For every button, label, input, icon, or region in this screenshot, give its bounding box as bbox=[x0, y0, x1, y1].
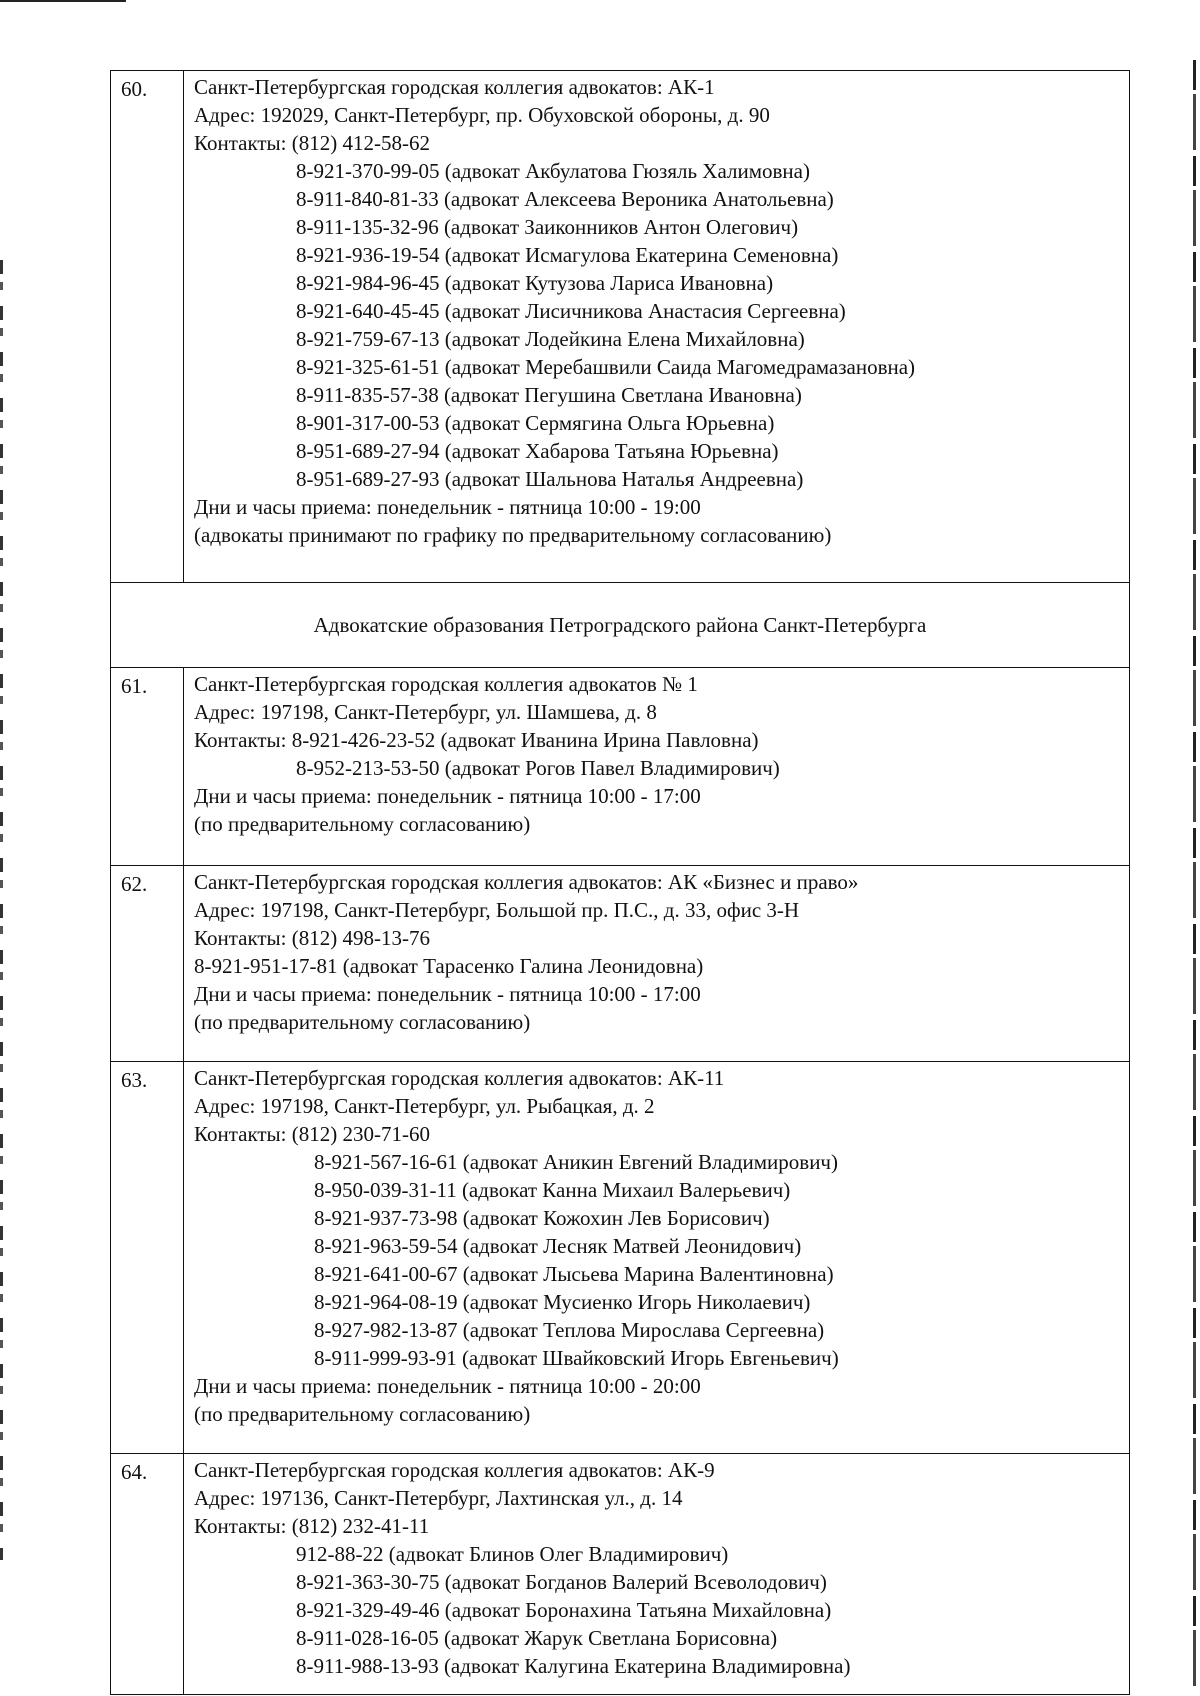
lawyer-phone-line: 8-952-213-53-50 (адвокат Рогов Павел Владимирович) bbox=[296, 756, 780, 780]
entry-number: 64. bbox=[111, 1454, 184, 1695]
lawyer-phone-line: 8-921-329-49-46 (адвокат Боронахина Татьяна Михайловна) bbox=[296, 1598, 832, 1622]
entry-contacts: Контакты: (812) 230-71-60 bbox=[194, 1122, 430, 1146]
lawyer-phone-line: 8-951-689-27-93 (адвокат Шальнова Наталья Андреевна) bbox=[296, 467, 804, 491]
lawyer-phone-line: 8-927-982-13-87 (адвокат Теплова Мирослава Сергеевна) bbox=[314, 1318, 825, 1342]
entry-number: 62. bbox=[111, 866, 184, 1062]
lawyer-phone-line: 8-921-363-30-75 (адвокат Богданов Валерий Всеволодович) bbox=[296, 1570, 827, 1594]
entry-hours: Дни и часы приема: понедельник - пятница 10:00 - 17:00 bbox=[194, 982, 701, 1006]
scan-edge-right bbox=[1193, 60, 1196, 1690]
entry-content bbox=[184, 1454, 1130, 1695]
entry-address: Адрес: 197198, Санкт-Петербург, ул. Рыбацкая, д. 2 bbox=[194, 1094, 655, 1118]
lawyer-phone-line: 8-921-325-61-51 (адвокат Меребашвили Саида Магомедрамазановна) bbox=[296, 355, 916, 379]
section-heading: Адвокатские образования Петроградского района Санкт-Петербурга bbox=[111, 583, 1130, 668]
entry-content bbox=[184, 1062, 1130, 1454]
entry-hours: Дни и часы приема: понедельник - пятница 10:00 - 19:00 bbox=[194, 495, 701, 519]
lawyer-phone-line: 8-911-835-57-38 (адвокат Пегушина Светлана Ивановна) bbox=[296, 383, 802, 407]
entry-note: (по предварительному согласованию) bbox=[194, 1402, 531, 1426]
entry-row-61 bbox=[111, 668, 1130, 866]
scan-edge-left bbox=[0, 260, 3, 1560]
scan-mark-top bbox=[0, 0, 126, 2]
lawyer-phone-line: 8-921-963-59-54 (адвокат Лесняк Матвей Леонидович) bbox=[314, 1234, 802, 1258]
entry-note: (по предварительному согласованию) bbox=[194, 812, 531, 836]
entry-note: (по предварительному согласованию) bbox=[194, 1010, 531, 1034]
lawyer-phone-line: 912-88-22 (адвокат Блинов Олег Владимирович) bbox=[296, 1542, 729, 1566]
lawyer-phone-line: 8-911-028-16-05 (адвокат Жарук Светлана Борисовна) bbox=[296, 1626, 778, 1650]
entry-row-63 bbox=[111, 1062, 1130, 1454]
lawyer-phone-line: 8-911-999-93-91 (адвокат Швайковский Игорь Евгеньевич) bbox=[314, 1346, 839, 1370]
entry-contacts: Контакты: 8-921-426-23-52 (адвокат Иванина Ирина Павловна) bbox=[194, 728, 759, 752]
entry-contacts: Контакты: (812) 232-41-11 bbox=[194, 1514, 430, 1538]
lawyer-phone-line: 8-951-689-27-94 (адвокат Хабарова Татьяна Юрьевна) bbox=[296, 439, 779, 463]
entry-number: 61. bbox=[111, 668, 184, 866]
entry-contacts: Контакты: (812) 412-58-62 bbox=[194, 131, 430, 155]
entry-address: Адрес: 197198, Санкт-Петербург, Большой пр. П.С., д. 33, офис 3-Н bbox=[194, 898, 800, 922]
lawyer-phone-line: 8-911-135-32-96 (адвокат Заиконников Антон Олегович) bbox=[296, 215, 799, 239]
lawyer-phone-line: 8-911-988-13-93 (адвокат Калугина Екатерина Владимировна) bbox=[296, 1654, 851, 1678]
entry-address: Адрес: 192029, Санкт-Петербург, пр. Обуховской обороны, д. 90 bbox=[194, 103, 770, 127]
lawyer-registry-table bbox=[110, 70, 1130, 1695]
lawyer-phone-line: 8-921-937-73-98 (адвокат Кожохин Лев Борисович) bbox=[314, 1206, 770, 1230]
entry-content bbox=[184, 71, 1130, 583]
entry-name: Санкт-Петербургская городская коллегия адвокатов: АК-9 bbox=[194, 1458, 715, 1482]
entry-content bbox=[184, 866, 1130, 1062]
lawyer-phone-line: 8-921-964-08-19 (адвокат Мусиенко Игорь Николаевич) bbox=[314, 1290, 811, 1314]
entry-name: Санкт-Петербургская городская коллегия адвокатов: АК «Бизнес и право» bbox=[194, 870, 859, 894]
entry-name: Санкт-Петербургская городская коллегия адвокатов: АК-11 bbox=[194, 1066, 725, 1090]
lawyer-phone-line: 8-921-640-45-45 (адвокат Лисичникова Анастасия Сергеевна) bbox=[296, 299, 846, 323]
entry-row-64 bbox=[111, 1454, 1130, 1695]
entry-address: Адрес: 197136, Санкт-Петербург, Лахтинская ул., д. 14 bbox=[194, 1486, 683, 1510]
lawyer-phone-line: 8-921-951-17-81 (адвокат Тарасенко Галина Леонидовна) bbox=[194, 954, 704, 978]
lawyer-phone-line: 8-921-370-99-05 (адвокат Акбулатова Гюзяль Халимовна) bbox=[296, 159, 810, 183]
entry-name: Санкт-Петербургская городская коллегия адвокатов № 1 bbox=[194, 672, 698, 696]
entry-row-60 bbox=[111, 71, 1130, 583]
lawyer-phone-line: 8-921-936-19-54 (адвокат Исмагулова Екатерина Семеновна) bbox=[296, 243, 839, 267]
lawyer-phone-line: 8-901-317-00-53 (адвокат Сермягина Ольга Юрьевна) bbox=[296, 411, 775, 435]
entry-name: Санкт-Петербургская городская коллегия адвокатов: АК-1 bbox=[194, 75, 715, 99]
entry-row-62 bbox=[111, 866, 1130, 1062]
entry-contacts: Контакты: (812) 498-13-76 bbox=[194, 926, 430, 950]
section-heading-row bbox=[111, 583, 1130, 668]
entry-number: 60. bbox=[111, 71, 184, 583]
entry-note: (адвокаты принимают по графику по предварительному согласованию) bbox=[194, 523, 832, 547]
lawyer-phone-line: 8-921-641-00-67 (адвокат Лысьева Марина Валентиновна) bbox=[314, 1262, 834, 1286]
entry-hours: Дни и часы приема: понедельник - пятница 10:00 - 17:00 bbox=[194, 784, 701, 808]
entry-content bbox=[184, 668, 1130, 866]
entry-address: Адрес: 197198, Санкт-Петербург, ул. Шамшева, д. 8 bbox=[194, 700, 657, 724]
lawyer-phone-line: 8-950-039-31-11 (адвокат Канна Михаил Валерьевич) bbox=[314, 1178, 791, 1202]
entry-hours: Дни и часы приема: понедельник - пятница 10:00 - 20:00 bbox=[194, 1374, 701, 1398]
lawyer-phone-line: 8-921-984-96-45 (адвокат Кутузова Лариса Ивановна) bbox=[296, 271, 774, 295]
lawyer-phone-line: 8-921-567-16-61 (адвокат Аникин Евгений Владимирович) bbox=[314, 1150, 838, 1174]
lawyer-phone-line: 8-911-840-81-33 (адвокат Алексеева Вероника Анатольевна) bbox=[296, 187, 834, 211]
lawyer-phone-line: 8-921-759-67-13 (адвокат Лодейкина Елена Михайловна) bbox=[296, 327, 805, 351]
entry-number: 63. bbox=[111, 1062, 184, 1454]
